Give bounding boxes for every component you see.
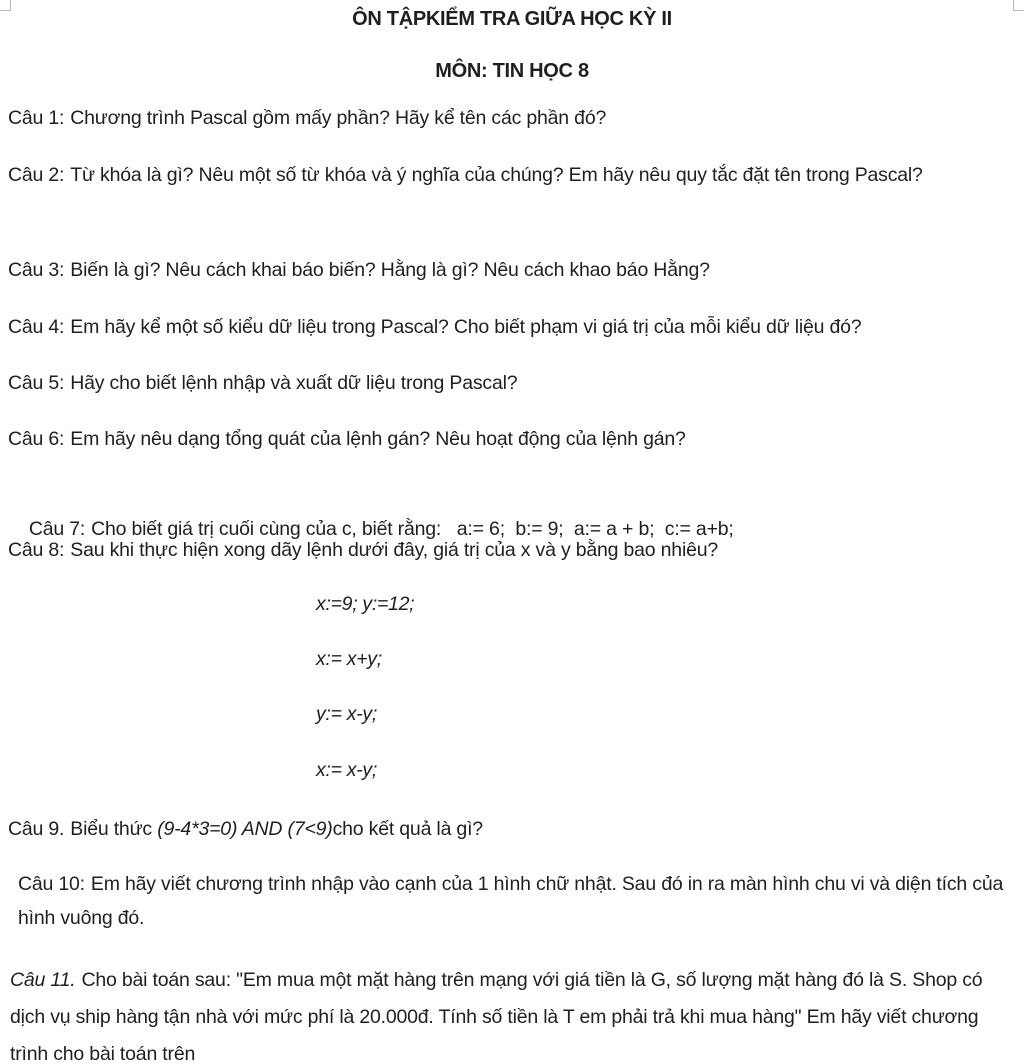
code-line: x:= x-y; (316, 759, 377, 781)
question-label: Câu 9. (8, 818, 65, 840)
question-text: Hãy cho biết lệnh nhập và xuất dữ liệu trong Pascal? (70, 372, 518, 394)
question-label: Câu 4: (8, 316, 65, 338)
question-label: Câu 6: (8, 428, 65, 450)
question-text: Em hãy nêu dạng tổng quát của lệnh gán? Nêu hoạt động của lệnh gán? (70, 428, 686, 450)
question-1 (8, 101, 1008, 135)
document-subject: MÔN: TIN HỌC 8 (435, 60, 589, 82)
document-title: ÔN TẬPKIỂM TRA GIỮA HỌC KỲ II (352, 8, 672, 30)
question-8 (8, 533, 1008, 567)
code-line: x:=9; y:=12; (316, 593, 415, 615)
code-line: y:= x-y; (316, 703, 377, 725)
logical-expression: (9-4*3=0) AND (7<9) (157, 818, 333, 840)
question-text: Biến là gì? Nêu cách khai báo biến? Hằng là gì? Nêu cách khao báo Hằng? (70, 259, 710, 281)
question-text: Từ khóa là gì? Nêu một số từ khóa và ý nghĩa của chúng? Em hãy nêu quy tắc đặt tên trong Pascal? (70, 164, 923, 186)
question-6 (8, 422, 1008, 456)
code-line: x:= x+y; (316, 648, 382, 670)
question-4 (8, 310, 1008, 344)
question-2 (8, 158, 1008, 192)
question-9 (8, 812, 1008, 846)
question-text: Sau khi thực hiện xong dãy lệnh dưới đây, giá trị của x và y bằng bao nhiêu? (70, 539, 719, 561)
question-label: Câu 10: (18, 873, 85, 895)
question-10 (18, 867, 1008, 935)
question-label: Câu 2: (8, 164, 65, 186)
question-label: Câu 1: (8, 107, 65, 129)
question-label: Câu 8: (8, 539, 65, 561)
question-text: Cho biết giá trị cuối cùng của c, biết rằng: a:= 6; b:= 9; a:= a + b; c:= a+b; (91, 518, 734, 540)
question-text-before: Biểu thức (70, 818, 152, 840)
question-text: Em hãy kể một số kiểu dữ liệu trong Pascal? Cho biết phạm vi giá trị của mỗi kiểu dữ liệu đó? (70, 316, 862, 338)
question-5 (8, 366, 1008, 400)
question-label: Câu 11. (10, 969, 76, 991)
question-3 (8, 253, 1008, 287)
question-text-after: cho kết quả là gì? (332, 818, 483, 840)
question-label: Câu 3: (8, 259, 65, 281)
question-text: Chương trình Pascal gồm mấy phần? Hãy kể tên các phần đó? (70, 107, 607, 129)
question-11 (10, 962, 1008, 1064)
question-text: Em hãy viết chương trình nhập vào cạnh của 1 hình chữ nhật. Sau đó in ra màn hình chu vi và diện tích của hình vuông đó. (18, 873, 1004, 929)
question-text: Cho bài toán sau: "Em mua một mặt hàng trên mạng với giá tiền là G, số lượng mặt hàng đó là S. Shop có dịch vụ ship hàng tận nhà với mức phí là 20.000đ. Tính số tiền là T em phải trả khi mua hàng" Em hãy viết chương trình cho bài toán trên (10, 969, 983, 1064)
question-label: Câu 7: (28, 518, 86, 540)
question-label: Câu 5: (8, 372, 65, 394)
